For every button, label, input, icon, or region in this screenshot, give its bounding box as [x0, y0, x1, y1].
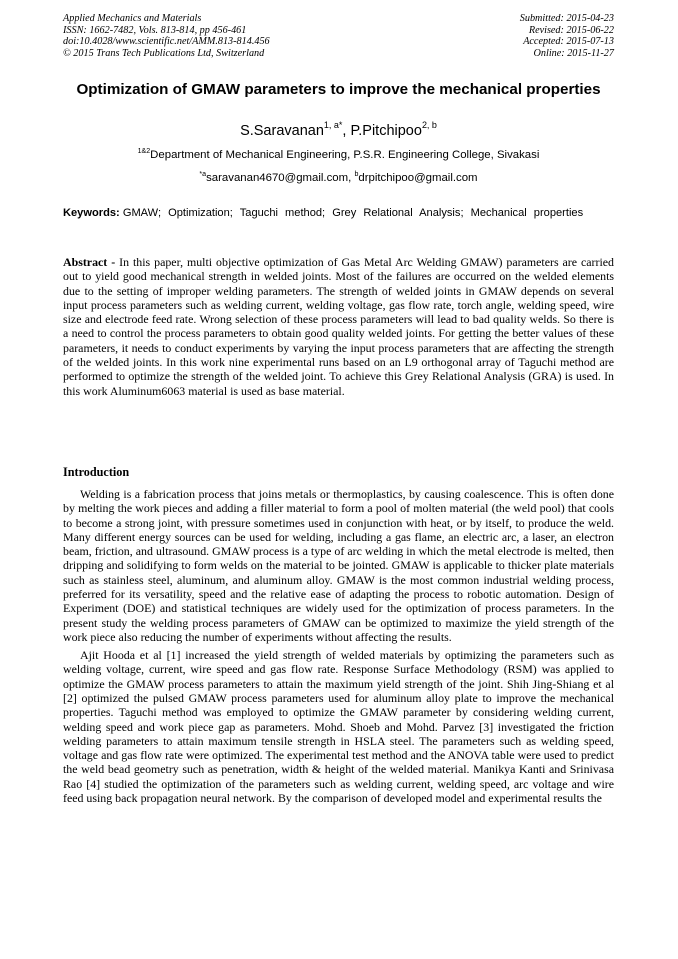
- paper-title: Optimization of GMAW parameters to improve the mechanical properties: [76, 81, 601, 98]
- journal-header: [63, 13, 363, 59]
- introduction-paragraph-1: Welding is a fabrication process that joins metals or thermoplastics, by causing coalescence. This is often done by melting the work pieces and adding a filler material to form a pool of molten material (the weld pool) that cools to become a strong joint, with pressure sometimes used in conjunction with heat, or by itself, to produce the weld. Many different energy sources can be used for welding, including a gas flame, an electric arc, a laser, an electron beam, friction, and ultrasound. GMAW process is a type of arc welding in which the metal electrode is melted, then dripping and solidifying to form welds on the material to be jointed. GMAW is applicable to thicker plate materials such as stainless steel, aluminum, and aluminum alloy. GMAW is the most common industrial welding process, preferred for its versatility, speed and the relative ease of adapting the process to robotic automation. Design of Experiment (DOE) and statistical techniques are widely used for the optimization of process parameters. In the present study the welding process parameters of GMAW can be optimized to maximize the yield strength of the work piece also reducing the number of experiments without affecting the results.: [63, 487, 614, 644]
- affiliation-text: Department of Mechanical Engineering, P.S.R. Engineering College, Sivakasi: [150, 149, 540, 161]
- abstract-label: Abstract -: [63, 255, 116, 269]
- email-1[interactable]: saravanan4670@gmail.com: [206, 172, 349, 184]
- author-1-superscript: 1, a*: [323, 120, 343, 131]
- email-line: [63, 171, 614, 185]
- date-header: [394, 13, 614, 59]
- abstract: [63, 255, 614, 398]
- journal-issn: ISSN: 1662-7482, Vols. 813-814, pp 456-461: [63, 24, 247, 36]
- abstract-text: In this paper, multi objective optimization of Gas Metal Arc Welding GMAW) parameters are carried out to yield good mechanical strength in welded joints. Most of the failures are occurred on the welded elements due to the setting of improper welding parameters. The strength of welded joints in GMAW depends on several input process parameters such as welding current, welding voltage, gas flow rate, torch angle, welding speed, wire size and electrode feed rate. Wrong selection of these process parameters will lead to bad quality welds. So there is a need to control the process parameters to obtain good quality welded joints. For getting the better values of these parameters, it needs to conduct experiments by varying the input process parameters that are affecting the strength of the welded joints. In this work nine experimental runs based on an L9 orthogonal array of Taguchi method are performed to optimize the strength of the welded joint. To achieve this Grey Relational Analysis (GRA) is used. In this work Aluminum6063 material is used as base material.: [63, 255, 614, 398]
- journal-doi: doi:10.4028/www.scientific.net/AMM.813-814.456: [63, 36, 270, 48]
- email-2[interactable]: drpitchipoo@gmail.com: [358, 172, 478, 184]
- author-2: P.Pitchipoo: [350, 123, 422, 139]
- email-1-superscript: *a: [199, 170, 207, 178]
- email-separator: ,: [348, 172, 355, 184]
- date-submitted: Submitted: 2015-04-23: [519, 13, 614, 24]
- introduction-body: [63, 487, 614, 809]
- email-2-superscript: b: [354, 170, 359, 178]
- author-1: S.Saravanan: [240, 123, 324, 139]
- introduction-heading: Introduction: [63, 465, 130, 479]
- keywords: [63, 206, 614, 220]
- introduction-paragraph-2: Ajit Hooda et al [1] increased the yield strength of welded materials by optimizing the parameters such as welding voltage, current, wire speed and gas flow rate. Response Surface Methodology (RSM) was applied to optimize the GMAW process parameters to attain the maximum yield strength of the joint. Shih Jing-Shiang et al [2] optimized the pulsed GMAW process parameters used for aluminum alloy plate to improve the mechanical properties. Taguchi method was employed to optimize the GMAW parameter by considering welding current, welding speed and work piece gap as parameters. Mohd. Shoeb and Mohd. Parvez [3] investigated the friction welding parameters to attain maximum tensile strength in HSLA steel. The parameters such as welding speed, voltage and gas flow rate were optimized. The experimental test method and the ANOVA table were used to predict the weld bead geometry such as penetration, width & height of the welded material. Manikya Kanti and Srinivasa Rao [4] studied the optimization of the parameters such as welding current, welding speed, arc voltage and wire feed using back propagation neural network. By the comparison of developed model and experimental results the: [63, 648, 614, 805]
- author-2-superscript: 2, b: [421, 120, 437, 131]
- author-separator: ,: [342, 123, 351, 139]
- author-line: [63, 122, 614, 140]
- journal-name: Applied Mechanics and Materials: [63, 13, 202, 24]
- keywords-label: Keywords:: [63, 207, 120, 219]
- keywords-text: GMAW; Optimization; Taguchi method; Grey Relational Analysis; Mechanical properties: [122, 207, 584, 219]
- date-online: Online: 2015-11-27: [533, 47, 614, 59]
- affiliation: [63, 148, 614, 162]
- date-accepted: Accepted: 2015-07-13: [523, 36, 614, 48]
- journal-copyright: © 2015 Trans Tech Publications Ltd, Switzerland: [63, 47, 265, 59]
- affiliation-superscript: 1&2: [137, 147, 151, 155]
- date-revised: Revised: 2015-06-22: [528, 24, 614, 36]
